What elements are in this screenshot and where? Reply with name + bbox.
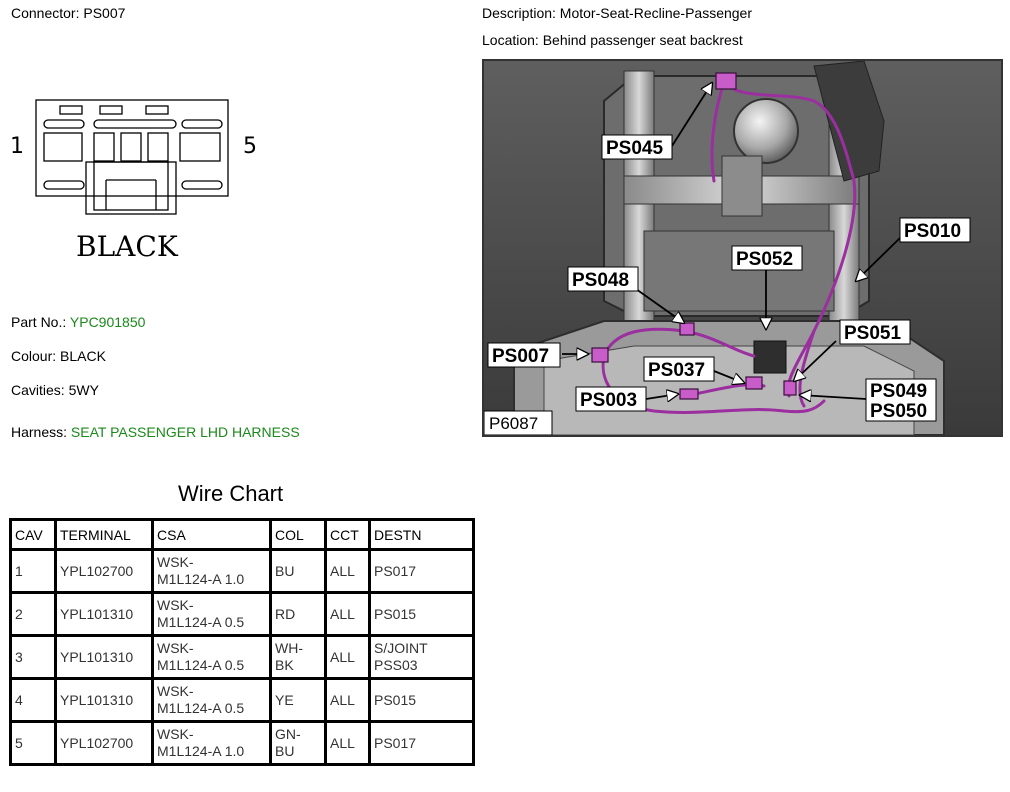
svg-text:PS050: PS050: [870, 401, 928, 422]
part-number-value: YPC901850: [69, 314, 146, 330]
header-cav: CAV: [11, 520, 56, 550]
callout-ps045: [602, 135, 672, 159]
destn-line-1: S/JOINT: [374, 640, 428, 656]
cell-terminal: YPL101310: [56, 679, 153, 722]
wire-chart-title: Wire Chart: [178, 481, 284, 506]
cell-cct: ALL: [326, 593, 370, 636]
location-text: Location: Behind passenger seat backrest: [482, 32, 743, 48]
col-line-1: RD: [275, 605, 296, 622]
cell-destn: [370, 550, 474, 593]
cell-col: [271, 679, 326, 722]
col-line-1: GN-: [275, 726, 301, 742]
col-line-2: BU: [275, 743, 295, 759]
cell-cav: 1: [11, 550, 56, 593]
csa-line-2: M1L124-A 0.5: [157, 700, 245, 716]
wire-chart-table: [9, 518, 475, 766]
cell-cav: 5: [11, 722, 56, 765]
cell-cct: ALL: [326, 722, 370, 765]
cavities-text: Cavities: 5WY: [11, 382, 99, 398]
csa-line-2: M1L124-A 0.5: [157, 657, 245, 673]
svg-text:PS037: PS037: [648, 360, 706, 381]
header-destn: DESTN: [370, 520, 474, 550]
callout-ps010: [900, 218, 970, 242]
cell-cav: 4: [11, 679, 56, 722]
cell-csa: [153, 636, 271, 679]
table-row: [11, 679, 474, 722]
svg-text:PS049: PS049: [870, 381, 928, 402]
header-csa: CSA: [153, 520, 271, 550]
svg-text:PS045: PS045: [606, 138, 664, 159]
header-col: COL: [271, 520, 326, 550]
svg-text:PS007: PS007: [492, 346, 550, 367]
callout-ps049-ps050: [866, 379, 936, 422]
csa-line-1: WSK-: [157, 554, 194, 570]
pin-1-label: 1: [10, 134, 24, 159]
callout-ps037: [644, 357, 714, 381]
csa-line-2: M1L124-A 1.0: [157, 571, 245, 587]
diagram-colour-label: BLACK: [76, 230, 178, 263]
destn-line-1: PS015: [374, 691, 417, 708]
csa-line-1: WSK-: [157, 683, 194, 699]
cell-cav: 2: [11, 593, 56, 636]
cell-col: [271, 636, 326, 679]
part-number-row: [11, 314, 145, 330]
header-cct: CCT: [326, 520, 370, 550]
svg-text:PS051: PS051: [844, 323, 902, 344]
cell-terminal: YPL101310: [56, 636, 153, 679]
cell-destn: [370, 722, 474, 765]
destn-line-1: PS017: [374, 562, 417, 579]
table-row: [11, 593, 474, 636]
destn-line-1: PS017: [374, 734, 417, 751]
description-text: Description: Motor-Seat-Recline-Passenger: [482, 5, 752, 21]
cell-cct: ALL: [326, 636, 370, 679]
csa-line-2: M1L124-A 0.5: [157, 614, 245, 630]
cell-csa: [153, 722, 271, 765]
cell-terminal: YPL102700: [56, 550, 153, 593]
svg-text:PS003: PS003: [580, 390, 638, 411]
cell-col: [271, 550, 326, 593]
csa-line-1: WSK-: [157, 726, 194, 742]
col-line-2: BK: [275, 657, 294, 673]
part-number-label: Part No.:: [11, 314, 70, 330]
seat-frame-illustration: [484, 61, 1001, 435]
cell-col: [271, 593, 326, 636]
col-line-1: YE: [275, 691, 294, 708]
csa-line-2: M1L124-A 1.0: [157, 743, 245, 759]
cell-col: [271, 722, 326, 765]
callout-ps007: [488, 343, 560, 367]
cell-cct: ALL: [326, 550, 370, 593]
cell-csa: [153, 679, 271, 722]
col-line-1: BU: [275, 562, 295, 579]
callout-ps051: [840, 320, 910, 344]
harness-label: Harness:: [11, 424, 71, 440]
cell-terminal: YPL102700: [56, 722, 153, 765]
table-row: [11, 636, 474, 679]
destn-line-1: PS015: [374, 605, 417, 622]
col-line-1: WH-: [275, 640, 303, 656]
pin-5-label: 5: [243, 134, 257, 159]
figure-id-label: [484, 411, 552, 435]
cell-destn: [370, 636, 474, 679]
svg-text:PS052: PS052: [736, 249, 794, 270]
svg-text:P6087: P6087: [489, 414, 539, 433]
cell-destn: [370, 593, 474, 636]
callout-ps052: [732, 246, 802, 270]
header-terminal: TERMINAL: [56, 520, 153, 550]
harness-value: SEAT PASSENGER LHD HARNESS: [70, 424, 300, 440]
cell-cct: ALL: [326, 679, 370, 722]
cell-terminal: YPL101310: [56, 593, 153, 636]
csa-line-1: WSK-: [157, 597, 194, 613]
cell-destn: [370, 679, 474, 722]
connector-title: Connector: PS007: [11, 5, 126, 21]
wire-chart-header-row: [11, 520, 474, 550]
table-row: [11, 722, 474, 765]
cell-csa: [153, 550, 271, 593]
csa-line-1: WSK-: [157, 640, 194, 656]
destn-line-2: PSS03: [374, 657, 418, 673]
cell-cav: 3: [11, 636, 56, 679]
harness-row: [11, 424, 300, 440]
callout-ps048: [568, 267, 638, 291]
callout-ps003: [576, 387, 646, 411]
cell-csa: [153, 593, 271, 636]
svg-text:PS010: PS010: [904, 221, 962, 242]
connector-face-diagram: [8, 88, 268, 268]
colour-text: Colour: BLACK: [11, 348, 106, 364]
table-row: [11, 550, 474, 593]
svg-text:PS048: PS048: [572, 270, 630, 291]
location-photo: [482, 59, 1003, 437]
